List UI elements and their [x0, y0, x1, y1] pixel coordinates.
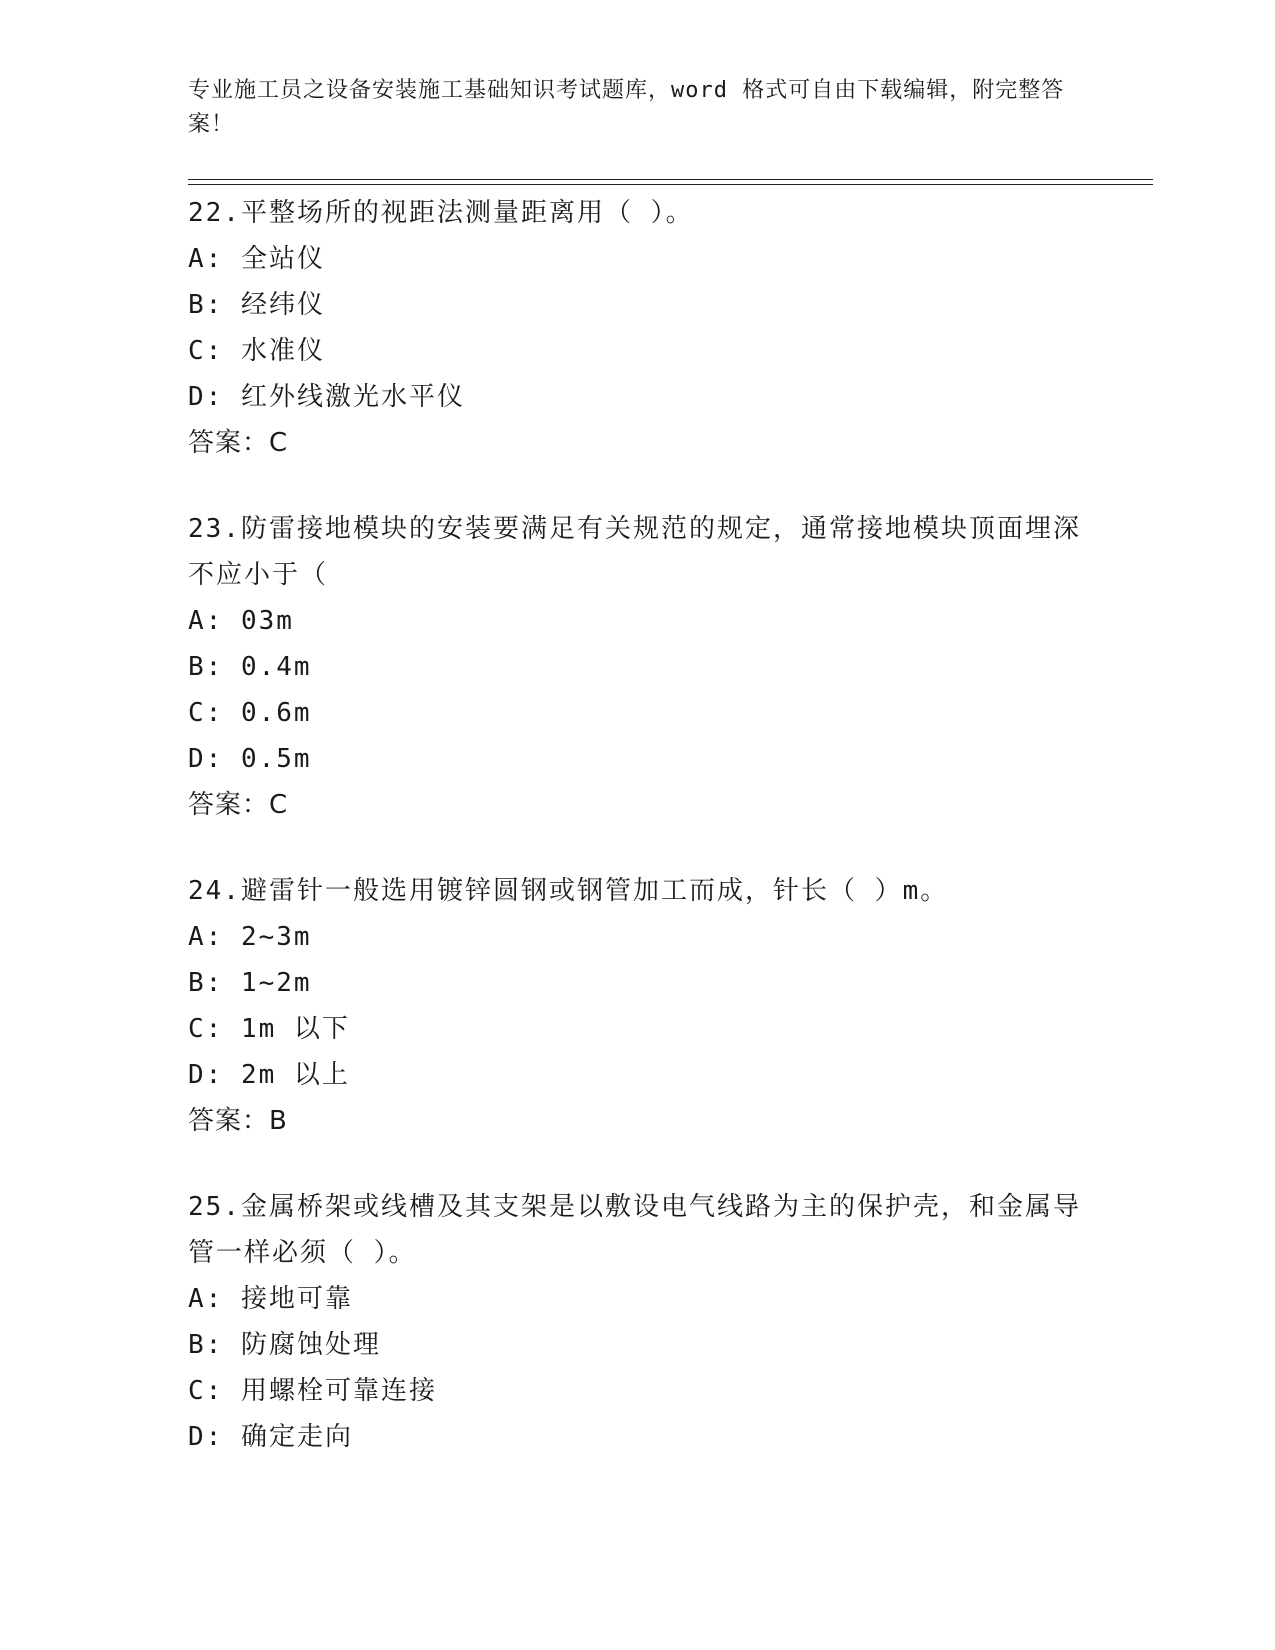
- option-b: B: 0.4m: [188, 652, 312, 682]
- option-b: B: 1~2m: [188, 968, 312, 998]
- option-b: B: 防腐蚀处理: [188, 1330, 381, 1360]
- option-b: B: 经纬仪: [188, 290, 325, 320]
- header-rule-top: [188, 179, 1153, 180]
- answer: 答案：C: [188, 428, 289, 458]
- answer: 答案：C: [188, 790, 289, 820]
- question-23: [188, 506, 1088, 828]
- option-c: C: 用螺栓可靠连接: [188, 1376, 437, 1406]
- option-c: C: 1m 以下: [188, 1014, 350, 1044]
- question-text: 25.金属桥架或线槽及其支架是以敷设电气线路为主的保护壳，和金属导管一样必须（ ）。: [188, 1192, 1081, 1268]
- question-25: [188, 1184, 1088, 1460]
- question-text: 24.避雷针一般选用镀锌圆钢或钢管加工而成，针长（ ）m。: [188, 876, 949, 906]
- question-text: 23.防雷接地模块的安装要满足有关规范的规定，通常接地模块顶面埋深不应小于（: [188, 514, 1081, 590]
- question-list: [188, 190, 1088, 1500]
- option-d: D: 0.5m: [188, 744, 312, 774]
- header-rule-bottom: [188, 184, 1153, 185]
- option-d: D: 确定走向: [188, 1422, 353, 1452]
- option-c: C: 水准仪: [188, 336, 325, 366]
- option-a: A: 03m: [188, 606, 294, 636]
- question-text: 22.平整场所的视距法测量距离用（ ）。: [188, 198, 694, 228]
- option-c: C: 0.6m: [188, 698, 312, 728]
- document-header: 专业施工员之设备安装施工基础知识考试题库，word 格式可自由下载编辑，附完整答案！: [188, 78, 1065, 137]
- question-22: [188, 190, 1088, 466]
- answer: 答案：B: [188, 1106, 288, 1136]
- question-24: [188, 868, 1088, 1144]
- option-a: A: 接地可靠: [188, 1284, 353, 1314]
- option-a: A: 2~3m: [188, 922, 312, 952]
- option-a: A: 全站仪: [188, 244, 325, 274]
- option-d: D: 红外线激光水平仪: [188, 382, 465, 412]
- option-d: D: 2m 以上: [188, 1060, 350, 1090]
